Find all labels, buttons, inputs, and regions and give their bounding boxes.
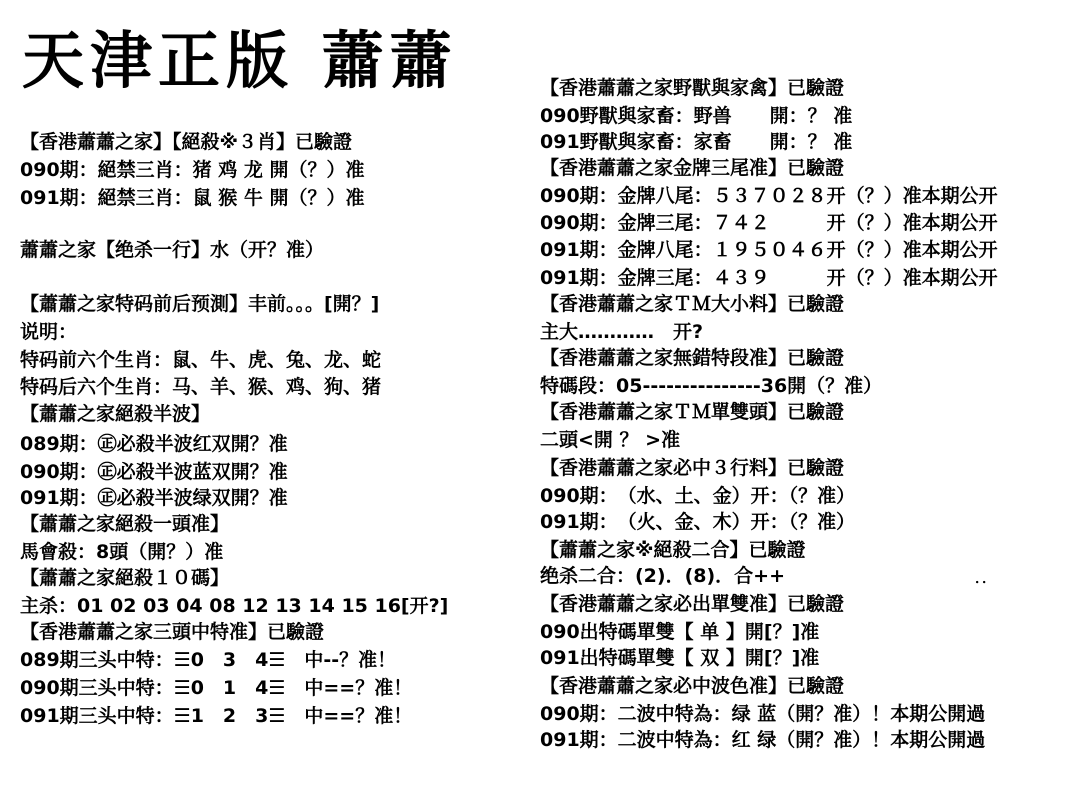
text-line: 091出特碼單雙【 双 】開[？]准 (540, 647, 820, 669)
text-line: 090期： （水、土、金）开：（？准） (540, 485, 856, 507)
text-line: 089期三头中特：☰0 3 4☰ 中--？准！ (20, 649, 397, 671)
text-line: 【蕭蕭之家絕殺半波】 (20, 403, 211, 425)
text-line: 091期： （火、金、木）开：（？准） (540, 511, 856, 533)
text-line: 090期三头中特：☰0 1 4☰ 中==？准！ (20, 677, 413, 699)
text-line: 090期：㊣必殺半波蓝双開？准 (20, 461, 288, 483)
text-line: 【香港蕭蕭之家必中波色准】已驗證 (540, 675, 845, 697)
text-line: 091期三头中特：☰1 2 3☰ 中==？准！ (20, 705, 413, 727)
text-line: 091期：㊣必殺半波绿双開？准 (20, 487, 288, 509)
text-line: 090期：金牌三尾：７４２ 开（？）准本期公开 (540, 212, 998, 234)
text-line: 091期：二波中特為：红 绿（開？准）！本期公開過 (540, 729, 986, 751)
text-line: 【蕭蕭之家※絕殺二合】已驗證 (540, 539, 806, 561)
text-line: 091野獸與家畜：家畜 開：？ 准 (540, 131, 853, 153)
text-line: 【香港蕭蕭之家ＴＭ大小料】已驗證 (540, 293, 845, 315)
text-line: 090野獸與家畜：野兽 開：？ 准 (540, 105, 853, 127)
text-line: 特码前六个生肖：鼠、牛、虎、兔、龙、蛇 (20, 349, 382, 371)
text-line: 091期：金牌八尾：１９５０４６开（？）准本期公开 (540, 239, 998, 261)
text-line: 绝杀二合：(2)．(8)．合++ (540, 565, 786, 587)
text-line: 【香港蕭蕭之家】【絕殺※３肖】已驗證 (20, 131, 352, 153)
text-line: 二頭<開 ？ >准 (540, 429, 681, 451)
text-line: 主大………… 开? (540, 321, 704, 343)
text-line: 090出特碼單雙【 单 】開[？]准 (540, 621, 820, 643)
text-line: 090期：金牌八尾：５３７０２８开（？）准本期公开 (540, 185, 998, 207)
stray-dots: ．． (975, 571, 996, 587)
text-line: 【香港蕭蕭之家ＴＭ單雙頭】已驗證 (540, 401, 845, 423)
text-line: 蕭蕭之家【绝杀一行】水（开？准） (20, 239, 325, 261)
text-line: 【香港蕭蕭之家無錯特段准】已驗證 (540, 347, 845, 369)
text-line: 089期：㊣必殺半波红双開？准 (20, 433, 288, 455)
text-line: 特碼段：05---------------36開（？准） (540, 375, 883, 397)
text-line: 主杀：01 02 03 04 08 12 13 14 15 16[开?] (20, 595, 449, 617)
text-line: 【香港蕭蕭之家必出單雙准】已驗證 (540, 593, 845, 615)
text-line: 【香港蕭蕭之家野獸與家禽】已驗證 (540, 77, 845, 99)
text-line: 馬會殺：8頭（開？）准 (20, 541, 224, 563)
text-line: 090期：二波中特為：绿 蓝（開？准）！本期公開過 (540, 703, 986, 725)
text-line: 【蕭蕭之家絕殺一頭准】 (20, 513, 230, 535)
text-line: 说明： (20, 321, 78, 343)
text-line: 【香港蕭蕭之家金牌三尾准】已驗證 (540, 157, 845, 179)
page-title: 天津正版 蕭蕭 (22, 24, 458, 97)
text-line: 【香港蕭蕭之家必中３行料】已驗證 (540, 457, 845, 479)
text-line: 091期：絕禁三肖：鼠 猴 牛 開（？）准 (20, 187, 365, 209)
text-line: 【蕭蕭之家絕殺１０碼】 (20, 567, 230, 589)
text-line: 090期：絕禁三肖：猪 鸡 龙 開（？）准 (20, 159, 365, 181)
text-line: 091期：金牌三尾：４３９ 开（？）准本期公开 (540, 267, 998, 289)
text-line: 特码后六个生肖：马、羊、猴、鸡、狗、猪 (20, 376, 382, 398)
text-line: 【蕭蕭之家特码前后预測】丰前。。。[開？] (20, 293, 380, 315)
text-line: 【香港蕭蕭之家三頭中特准】已驗證 (20, 621, 325, 643)
